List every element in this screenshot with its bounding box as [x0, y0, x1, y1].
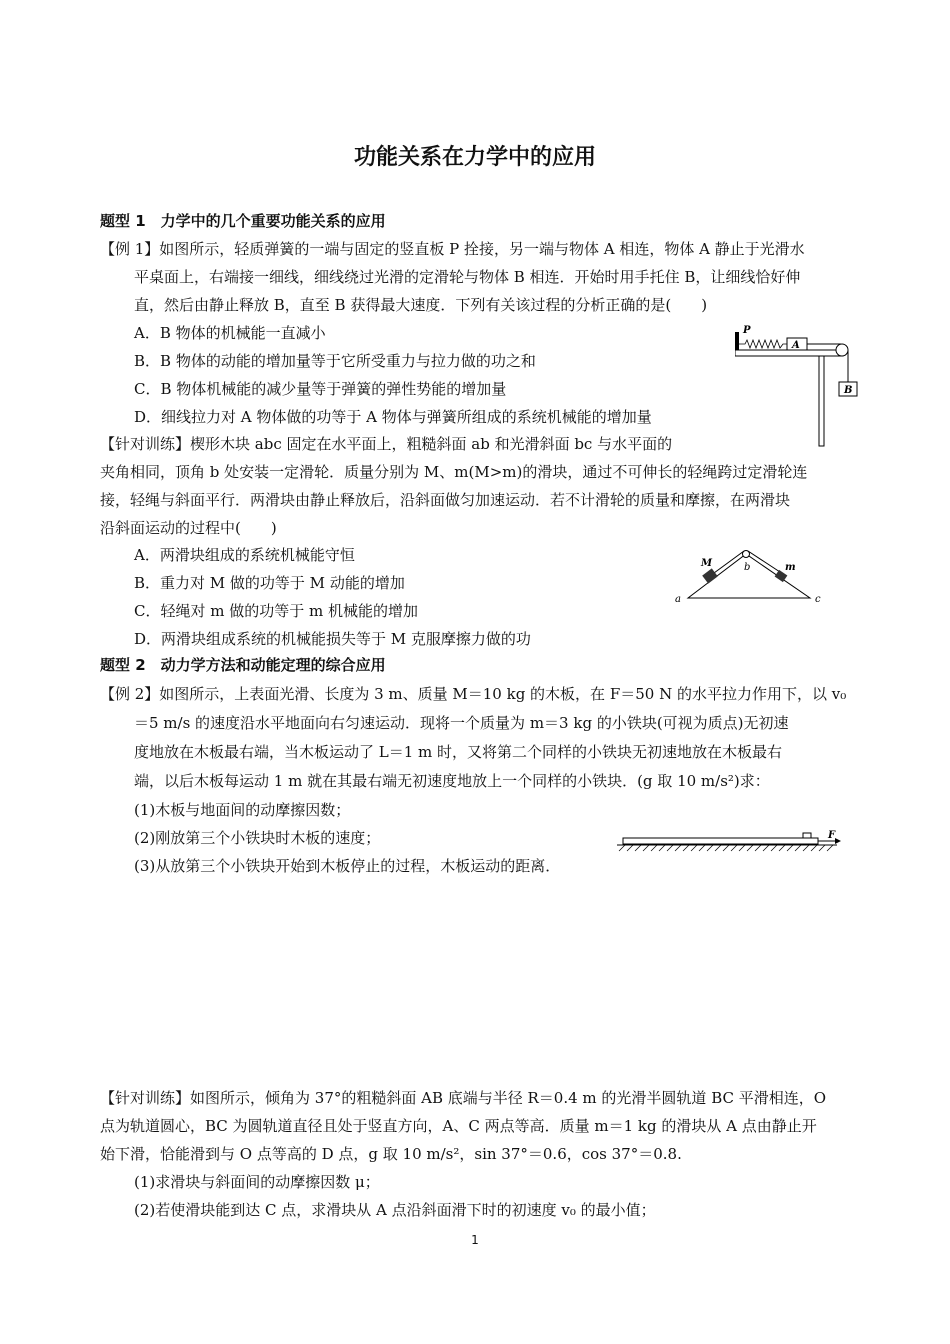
example1-option-d: D．细线拉力对 A 物体做的功等于 A 物体与弹簧所组成的系统机械能的增加量 [134, 408, 652, 426]
example2-question-3: (3)从放第三个小铁块开始到木板停止的过程，木板运动的距离． [134, 857, 561, 875]
figure-board [615, 828, 845, 858]
training2-line-1: 【针对训练】如图所示，倾角为 37°的粗糙斜面 AB 底端与半径 R＝0.4 m 的光滑半圆轨道 BC 平滑相连，O [100, 1089, 827, 1107]
pulley [836, 344, 848, 356]
example2-line-3: 度地放在木板最右端，当木板运动了 L＝1 m 时，又将第二个同样的小铁块无初速地放在木板最右 [134, 743, 783, 761]
label-b: B [844, 385, 853, 396]
board-p [735, 332, 739, 350]
training1-option-d: D．两滑块组成系统的机械能损失等于 M 克服摩擦力做的功 [134, 630, 531, 648]
label-b: b [744, 562, 751, 573]
training1-option-c: C．轻绳对 m 做的功等于 m 机械能的增加 [134, 602, 418, 620]
example1-line-2: 平桌面上，右端接一细线，细线绕过光滑的定滑轮与物体 B 相连．开始时用手托住 B，让细线恰好伸 [134, 268, 801, 286]
iron-block [803, 833, 811, 838]
training2-question-1: (1)求滑块与斜面间的动摩擦因数 μ； [134, 1173, 380, 1191]
label-a: a [675, 594, 681, 605]
label-a: A [792, 340, 800, 351]
ground-hatch [619, 845, 833, 851]
example1-option-b: B．B 物体的动能的增加量等于它所受重力与拉力做的功之和 [134, 352, 536, 370]
example1-line-1: 【例 1】如图所示，轻质弹簧的一端与固定的竖直板 P 拴接，另一端与物体 A 相连，物体 A 静止于光滑水 [100, 240, 805, 258]
section-heading-1: 题型 1 力学中的几个重要功能关系的应用 [100, 212, 386, 230]
figure-spring-pulley [735, 322, 865, 447]
training1-option-a: A．两滑块组成的系统机械能守恒 [134, 546, 355, 564]
example2-question-2: (2)刚放第三个小铁块时木板的速度； [134, 829, 381, 847]
page-title: 功能关系在力学中的应用 [353, 145, 596, 170]
label-big-m: M [701, 558, 713, 569]
board [623, 838, 818, 844]
example1-option-c: C．B 物体机械能的减少量等于弹簧的弹性势能的增加量 [134, 380, 507, 398]
training1-option-b: B．重力对 M 做的功等于 M 动能的增加 [134, 574, 405, 592]
example2-question-1: (1)木板与地面间的动摩擦因数； [134, 801, 351, 819]
label-small-m: m [785, 562, 796, 573]
figure-wedge [670, 546, 830, 608]
training1-line-1: 【针对训练】楔形木块 abc 固定在水平面上，粗糙斜面 ab 和光滑斜面 bc 与水平面的 [100, 435, 673, 453]
force-arrow [835, 838, 841, 844]
example2-line-4: 端，以后木板每运动 1 m 就在其最右端无初速度地放上一个同样的小铁块．(g 取 10 m/s²)求： [134, 772, 770, 790]
label-f: F [828, 830, 836, 841]
label-c: c [815, 594, 821, 605]
page-number: 1 [471, 1233, 479, 1247]
spring [739, 340, 787, 348]
section-heading-2: 题型 2 动力学方法和动能定理的综合应用 [100, 656, 386, 674]
table-leg [819, 356, 824, 446]
training2-line-2: 点为轨道圆心，BC 为圆轨道直径且处于竖直方向，A、C 两点等高．质量 m＝1 kg 的滑块从 A 点由静止开 [100, 1117, 817, 1135]
training1-line-4: 沿斜面运动的过程中( ) [100, 519, 277, 537]
example1-line-3: 直，然后由静止释放 B，直至 B 获得最大速度．下列有关该过程的分析正确的是( ) [134, 296, 708, 314]
example2-line-1: 【例 2】如图所示，上表面光滑、长度为 3 m、质量 M＝10 kg 的木板，在 F＝50 N 的水平拉力作用下，以 v₀ [100, 685, 847, 703]
example1-option-a: A．B 物体的机械能一直减小 [134, 324, 326, 342]
training1-line-2: 夹角相同，顶角 b 处安装一定滑轮．质量分别为 M、m(M>m)的滑块，通过不可伸长的轻绳跨过定滑轮连 [100, 463, 808, 481]
training2-line-3: 始下滑，恰能滑到与 O 点等高的 D 点，g 取 10 m/s²，sin 37°＝0.6，cos 37°＝0.8. [100, 1145, 682, 1163]
example2-line-2: ＝5 m/s 的速度沿水平地面向右匀速运动．现将一个质量为 m＝3 kg 的小铁块(可视为质点)无初速 [134, 714, 789, 732]
training1-line-3: 接，轻绳与斜面平行．两滑块由静止释放后，沿斜面做匀加速运动．若不计滑轮的质量和摩擦，在两滑块 [100, 491, 791, 509]
label-p: P [743, 325, 751, 336]
training2-question-2: (2)若使滑块能到达 C 点，求滑块从 A 点沿斜面滑下时的初速度 v₀ 的最小值； [134, 1201, 656, 1219]
